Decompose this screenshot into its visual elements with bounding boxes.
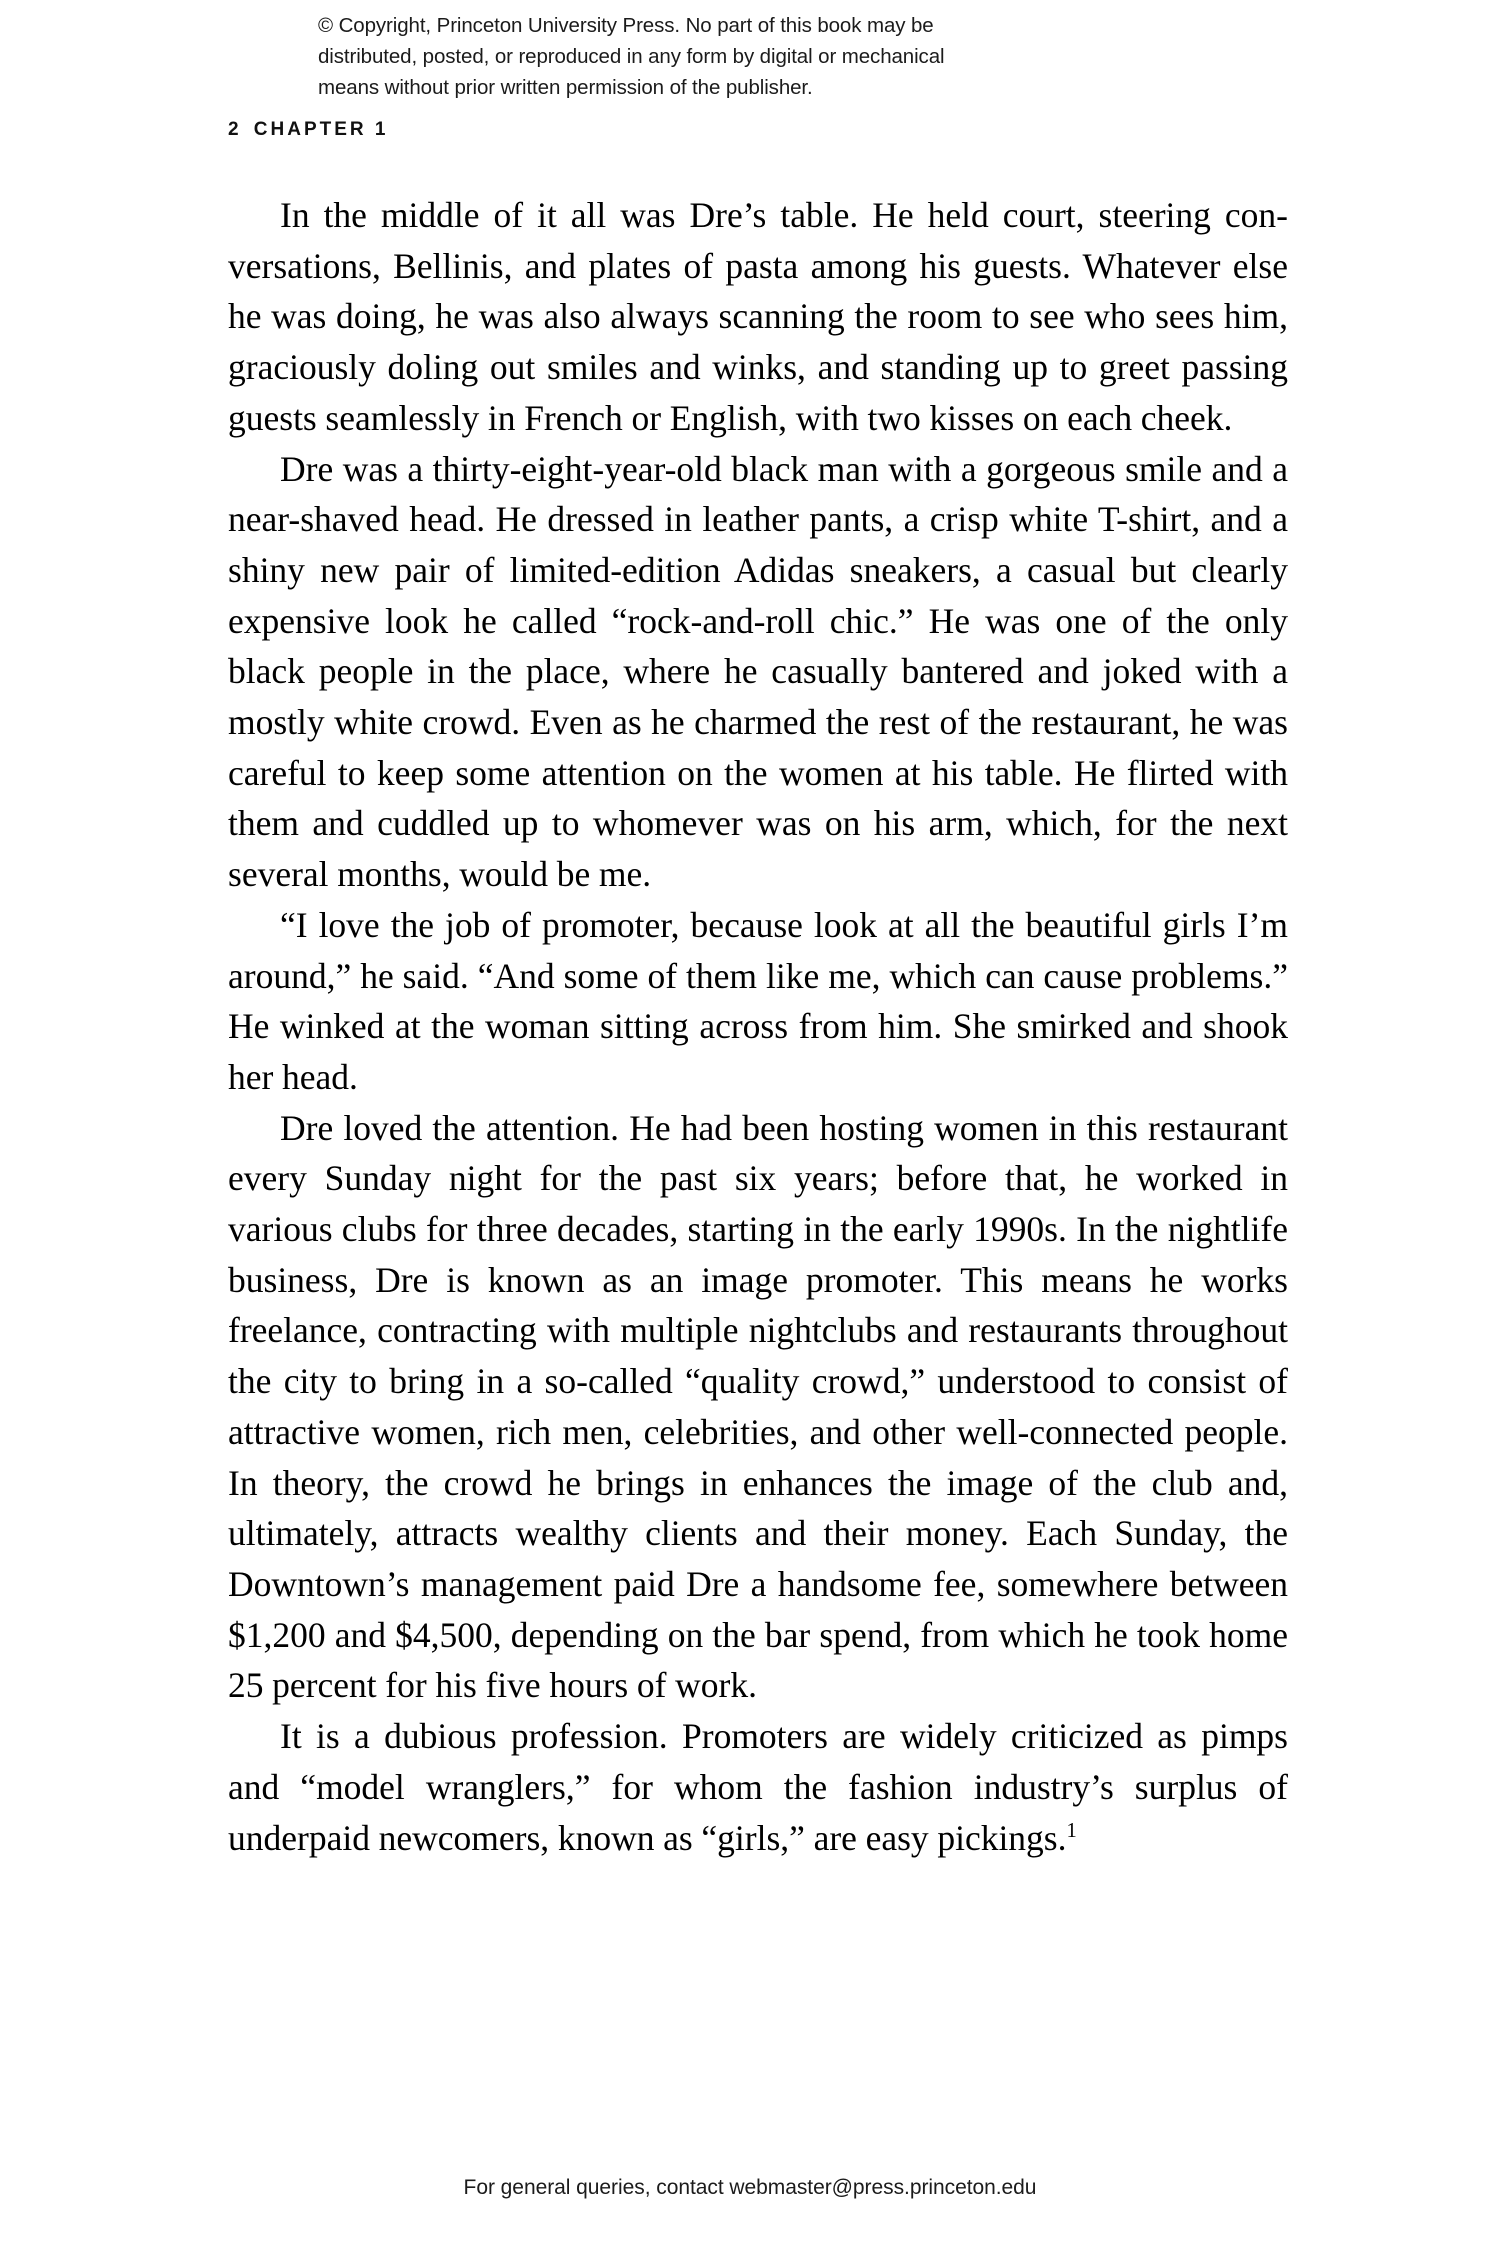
footnote-reference-marker: 1: [1066, 1819, 1077, 1842]
copyright-notice-line-3: means without prior written permission of the publisher.: [318, 76, 813, 99]
body-paragraph-2: Dre was a thirty-eight-year-old black man with a gorgeous smile and a near-shaved head. He dressed in leather pants, a crisp white T-shirt, and a shiny new pair of limited-edition Adidas sneakers, a casual but clearly expensive look he called “rock-and-roll chic.” He was one of the only black people in the place, where he casually bantered and joked with a mostly white crowd. Even as he charmed the rest of the restaurant, he was careful to keep some attention on the women at his table. He flirted with them and cuddled up to whomever was on his arm, which, for the next several months, would be me.: [228, 448, 1288, 895]
page-footer: [0, 2176, 1500, 2200]
copyright-notice-line-1: © Copyright, Princeton University Press. No part of this book may be: [318, 14, 934, 37]
body-text-column: [228, 190, 1288, 1863]
copyright-notice-line-2: distributed, posted, or reproduced in any form by digital or mechanical: [318, 45, 945, 68]
body-paragraph-4: Dre loved the attention. He had been hosting women in this restaurant every Sunday night for the past six years; before that, he worked in various clubs for three decades, starting in the early 1990s. In the nightlife business, Dre is known as an image promoter. This means he works freelance, contracting with multiple nightclubs and restaurants throughout the city to bring in a so-called “quality crowd,” understood to consist of attractive women, rich men, celebrities, and other well-connected people. In theory, the crowd he brings in enhances the image of the club and, ultimately, attracts wealthy clients and their money. Each Sunday, the Downtown’s management paid Dre a handsome fee, somewhere between $1,200 and $4,500, depending on the bar spend, from which he took home 25 percent for his five hours of work.: [228, 1107, 1288, 1706]
page-number: 2: [228, 119, 240, 140]
running-head: [228, 119, 388, 141]
chapter-label: CHAPTER 1: [253, 119, 389, 140]
footer-contact-text: For general queries, contact webmaster@press.princeton.edu: [463, 2176, 1037, 2199]
copyright-notice: [318, 10, 1163, 103]
body-paragraph-5: [228, 1711, 1288, 1863]
body-paragraph-1: In the middle of it all was Dre’s table. He held court, steering conversations, Bellinis, and plates of pasta among his guests. Whatever else he was doing, he was also always scanning the room to see who sees him, graciously doling out smiles and winks, and standing up to greet passing guests seamlessly in French or English, with two kisses on each cheek.: [228, 195, 1288, 438]
body-paragraph-3: “I love the job of promoter, because look at all the beautiful girls I’m around,” he said. “And some of them like me, which can cause problems.” He winked at the woman sitting across from him. She smirked and shook her head.: [228, 904, 1288, 1097]
body-paragraph-5-text: It is a dubious profession. Promoters are widely criticized as pimps and “model wranglers,” for whom the fashion industry’s surplus of underpaid newcomers, known as “girls,” are easy pickings.: [228, 1716, 1288, 1858]
